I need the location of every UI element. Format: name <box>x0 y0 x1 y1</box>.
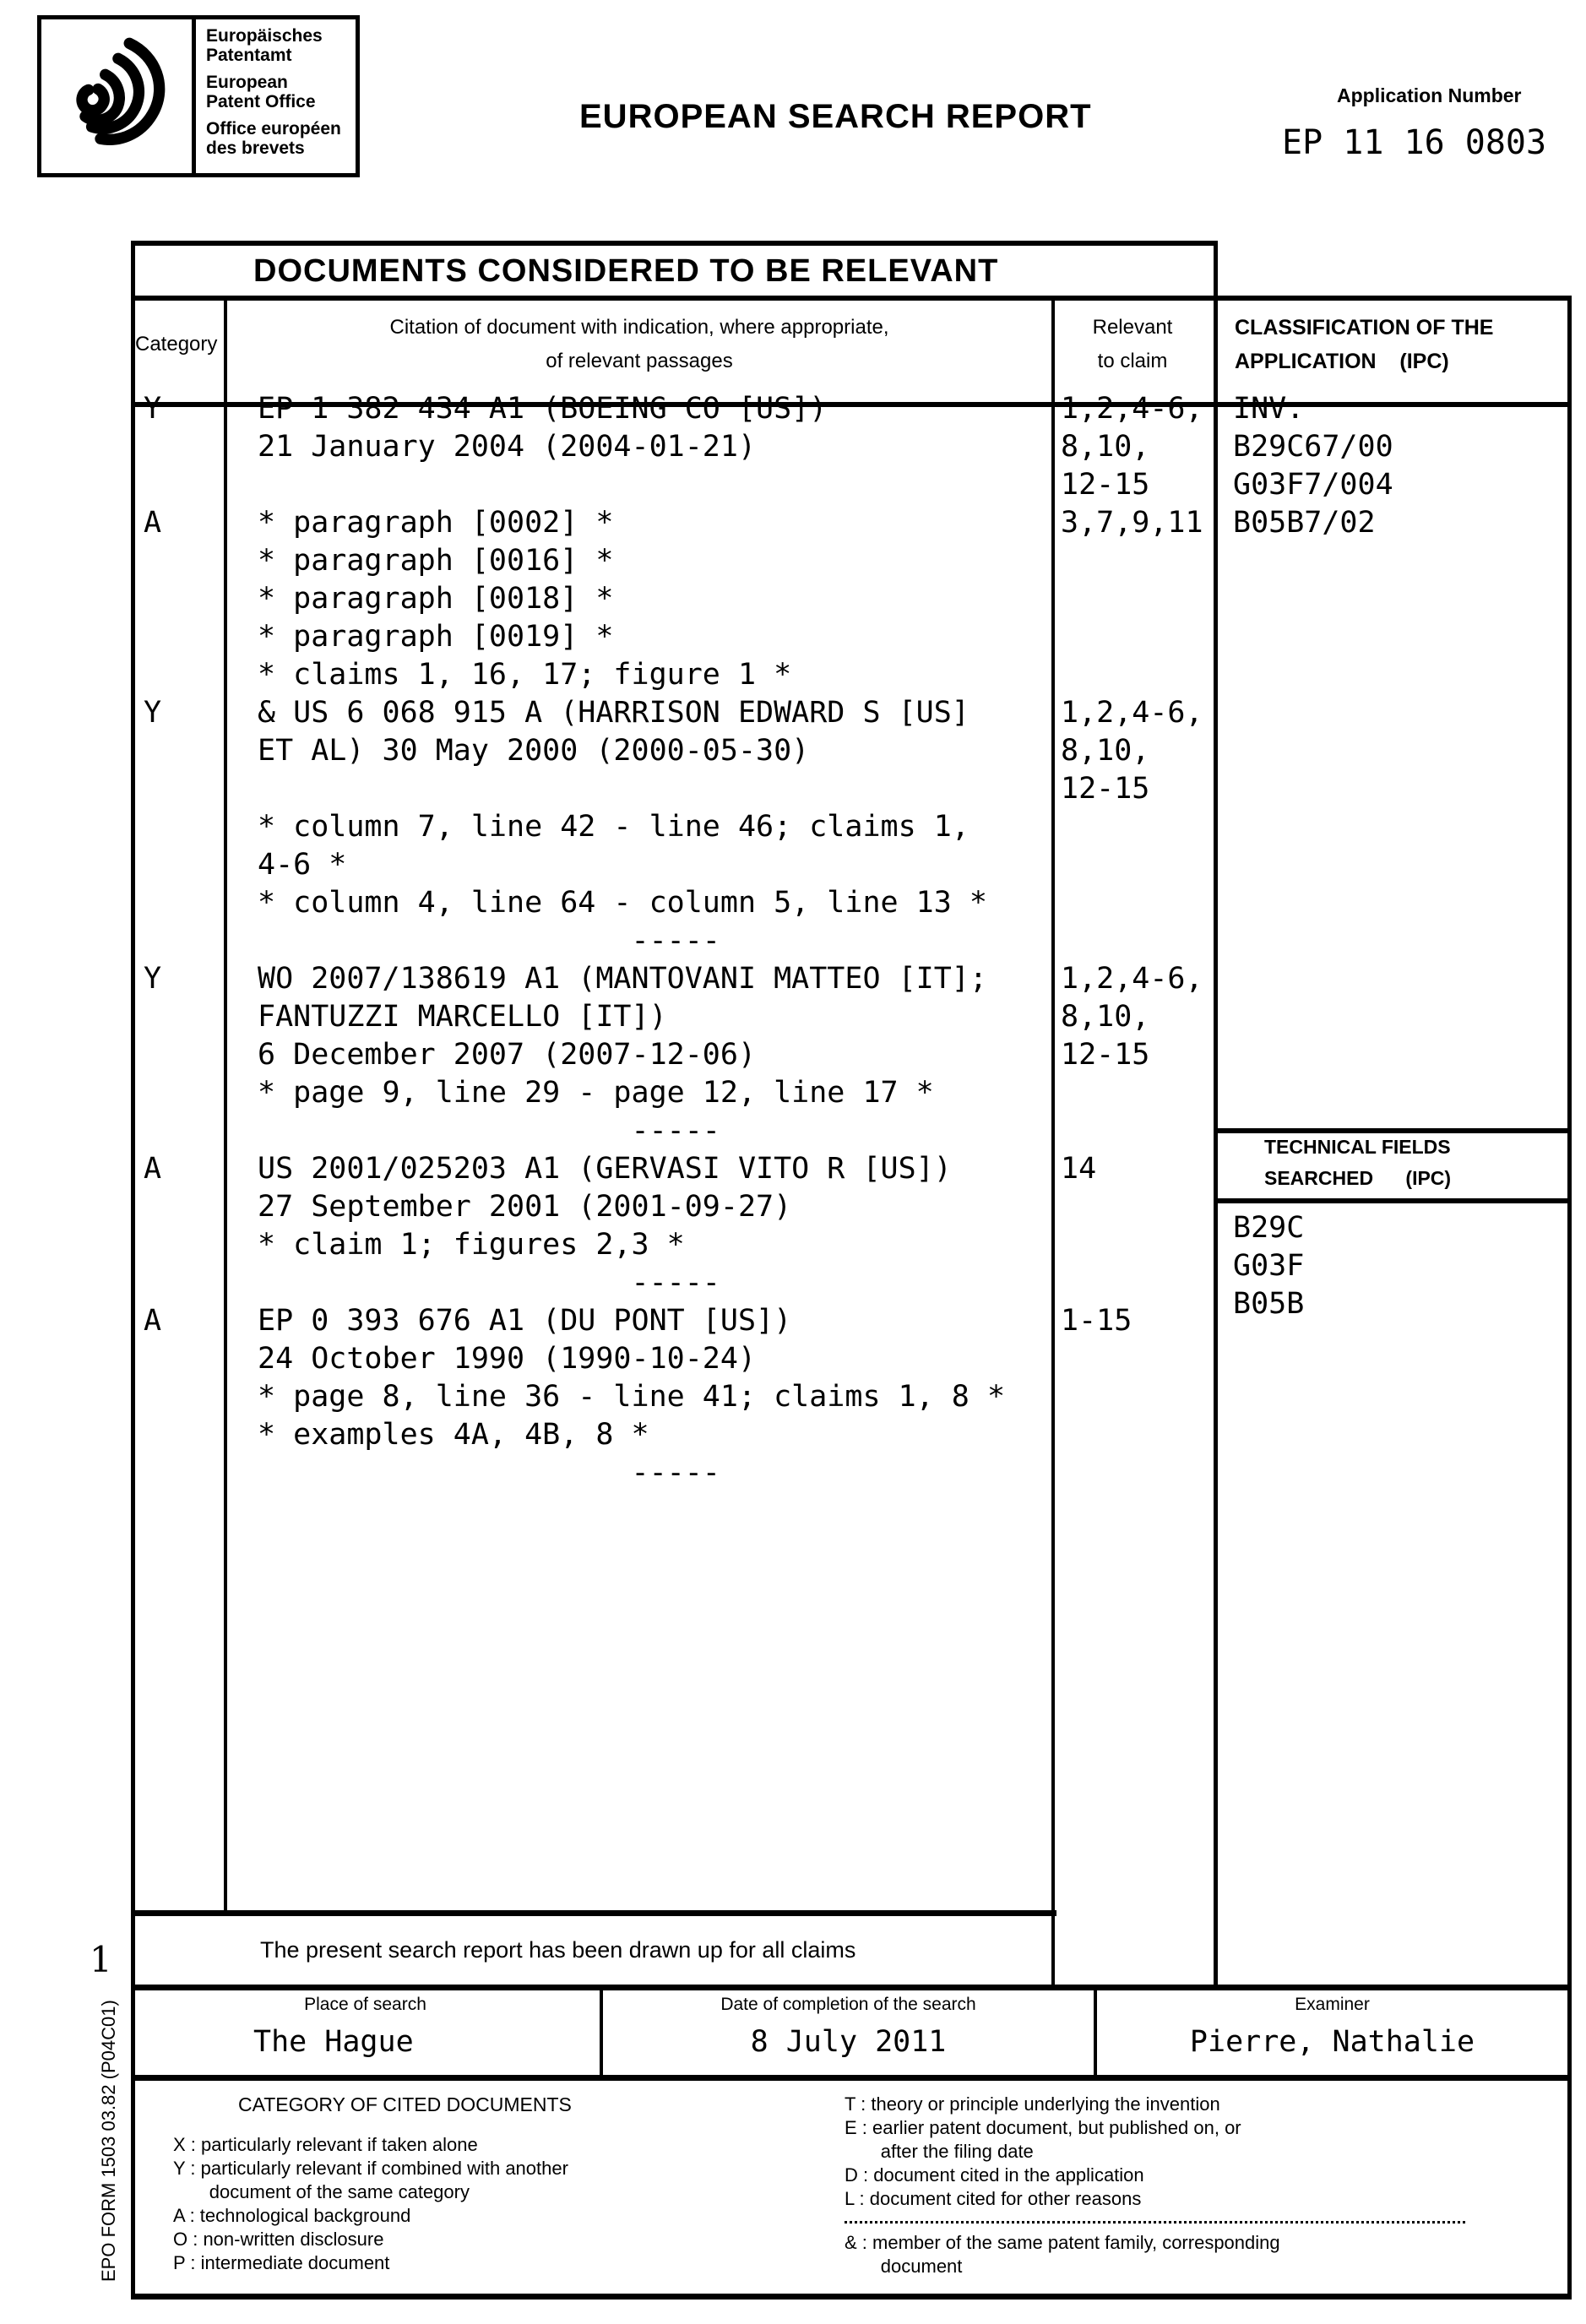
rule-footer-top <box>131 1985 1572 1990</box>
place-of-search-label: Place of search <box>304 1995 426 2014</box>
technical-fields-codes: B29C G03F B05B <box>1233 1211 1305 1321</box>
epo-logo-icon <box>41 19 196 173</box>
rule-legend-top <box>131 2075 1572 2081</box>
epo-name-english: European Patent Office <box>206 73 316 111</box>
rule-legend-bottom <box>131 2294 1572 2300</box>
legend-left-items: X : particularly relevant if taken alone Y : particularly relevant if combined with another document of the same category A : technological background O : non-written disclosure P : intermediate document <box>173 2134 568 2273</box>
column-header-citation: Citation of document with indication, where appropriate, of relevant passages <box>389 316 889 372</box>
report-title: EUROPEAN SEARCH REPORT <box>579 98 1092 135</box>
rule-table-top <box>131 241 1218 246</box>
epo-name-german: Europäisches Patentamt <box>206 26 323 65</box>
legend-dotted-separator <box>845 2221 1465 2224</box>
epo-logo-text <box>196 19 356 173</box>
page-number: 1 <box>90 1939 112 1980</box>
examiner-value: Pierre, Nathalie <box>1189 2025 1475 2059</box>
legend-category-title: CATEGORY OF CITED DOCUMENTS <box>238 2093 572 2115</box>
body-category-column: Y A Y Y A A <box>144 392 162 1338</box>
column-header-classification: CLASSIFICATION OF THE APPLICATION (IPC) <box>1235 316 1494 373</box>
date-of-completion-label: Date of completion of the search <box>720 1995 976 2014</box>
body-relevant-column: 1,2,4-6, 8,10, 12-15 3,7,9,11 1,2,4-6, 8,10, 12-15 1,2,4-6, 8,10, 12-15 14 1-15 <box>1061 392 1203 1338</box>
divider-category-citation <box>224 296 227 1915</box>
divider-citation-relevant <box>1051 296 1055 1990</box>
column-header-relevant: Relevant to claim <box>1092 316 1173 372</box>
date-of-completion-value: 8 July 2011 <box>750 2025 947 2059</box>
epo-logo-box <box>37 15 360 177</box>
epo-form-code: EPO FORM 1503 03.82 (P04C01) <box>98 2000 119 2282</box>
technical-fields-header: TECHNICAL FIELDS SEARCHED (IPC) <box>1264 1136 1452 1189</box>
drawn-up-statement: The present search report has been drawn up for all claims <box>260 1937 856 1963</box>
column-header-category: Category <box>135 333 218 356</box>
body-citation-column: EP 1 382 434 A1 (BOEING CO [US]) 21 January 2004 (2004-01-21) * paragraph [0002] * * paragraph [0016] * * paragraph [0018] * * paragraph [0019] * * claims 1, 16, 17; figure 1 * & US 6 068 915 A (HARRISON EDWARD S [US] ET AL) 30 May 2000 (2000-05-30) * column 7, line 42 - line 46; claims 1, 4-6 * * column 4, line 64 - column 5, line 13 * ----- WO 2007/138619 A1 (MANTOVANI MATTEO [IT]; FANTUZZI MARCELLO [IT]) 6 December 2007 (2007-12-06) * page 9, line 29 - page 12, line 17 * ----- US 2001/025203 A1 (GERVASI VITO R [US]) 27 September 2001 (2001-09-27) * claim 1; figures 2,3 * ----- EP 0 393 676 A1 (DU PONT [US]) 24 October 1990 (1990-10-24) * page 8, line 36 - line 41; claims 1, 8 * * examples 4A, 4B, 8 * ----- <box>258 392 1006 1490</box>
legend-patent-family-note: & : member of the same patent family, corresponding document <box>845 2232 1280 2277</box>
divider-relevant-classification <box>1214 241 1218 1990</box>
classification-ipc-codes: INV. B29C67/00 G03F7/004 B05B7/02 <box>1233 392 1393 540</box>
border-right <box>1567 296 1572 2300</box>
border-left <box>131 241 135 2300</box>
rule-title-bottom <box>131 296 1572 301</box>
examiner-label: Examiner <box>1295 1995 1370 2014</box>
legend-right-items: T : theory or principle underlying the invention E : earlier patent document, but published on, or after the filing date D : document cited in the application L : document cited for other reasons <box>845 2093 1241 2209</box>
application-number: EP 11 16 0803 <box>1282 123 1547 162</box>
rule-technical-fields-bottom <box>1214 1198 1572 1203</box>
application-number-label: Application Number <box>1337 84 1522 106</box>
place-of-search-value: The Hague <box>253 2025 414 2059</box>
rule-body-bottom <box>131 1910 1056 1916</box>
epo-name-french: Office européen des brevets <box>206 119 341 158</box>
table-title: DOCUMENTS CONSIDERED TO BE RELEVANT <box>253 253 999 289</box>
